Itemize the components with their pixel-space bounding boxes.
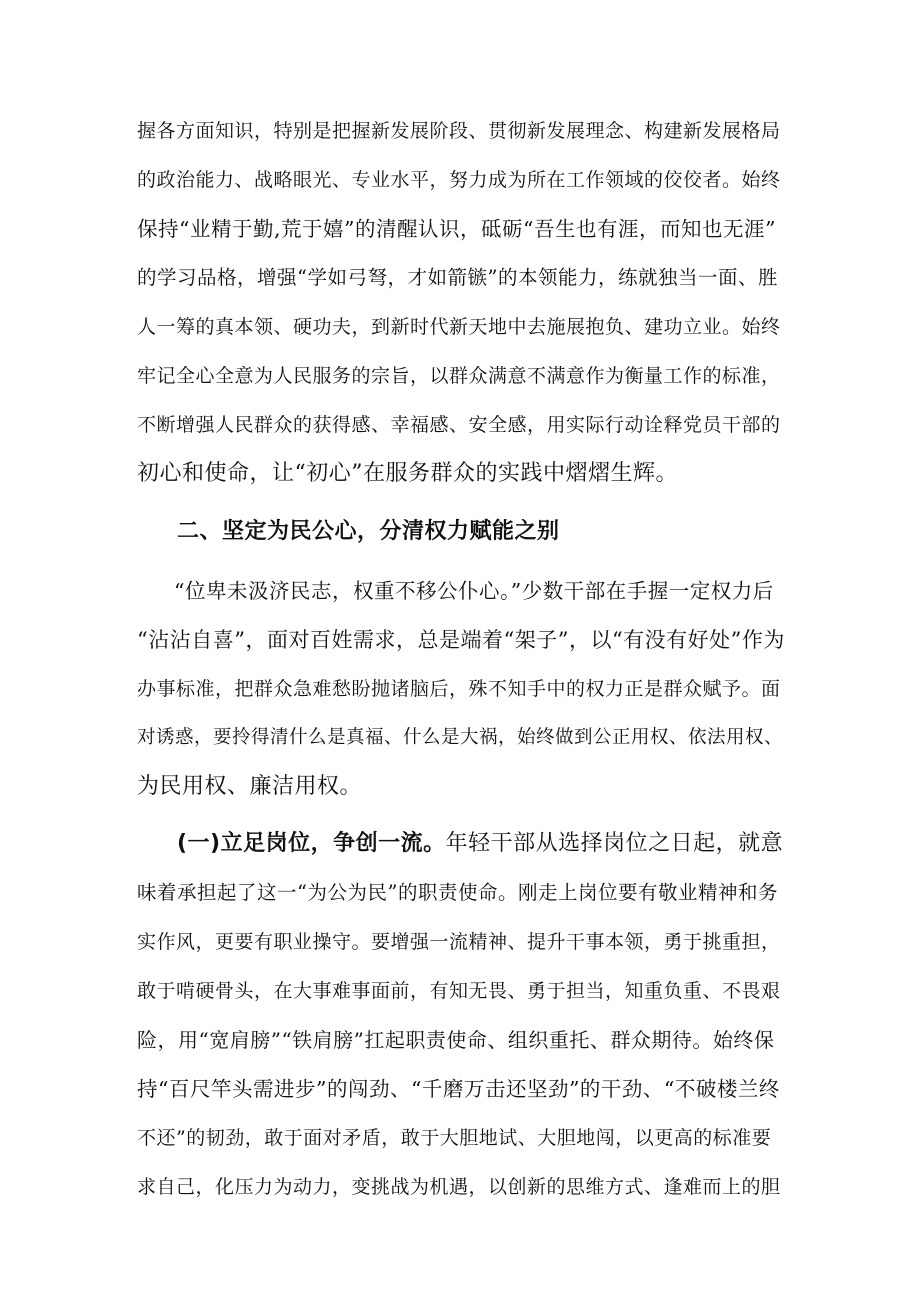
paragraph-line: 牢记全心全意为人民服务的宗旨，以群众满意不满意作为衡量工作的标准， xyxy=(137,365,781,387)
paragraph-line: 保持“业精于勤,荒于嬉”的清醒认识，砥砺“吾生也有涯，而知也无涯” xyxy=(137,217,776,241)
paragraph-line: 初心和使命，让“初心”在服务群众的实践中熠熠生辉。 xyxy=(137,461,678,486)
paragraph-line: 人一筹的真本领、硬功夫，到新时代新天地中去施展抱负、建功立业。始终 xyxy=(137,316,781,338)
paragraph-line: 实作风，更要有职业操守。要增强一流精神、提升干事本领，勇于挑重担， xyxy=(137,931,781,953)
section-heading: 二、坚定为民公心，分清权力赋能之别 xyxy=(177,519,560,544)
paragraph-line: 味着承担起了这一“为公为民”的职责使命。刚走上岗位要有敬业精神和务 xyxy=(137,881,778,904)
paragraph-line: 求自己，化压力为动力，变挑战为机遇，以创新的思维方式、逢难而上的胆 xyxy=(137,1176,781,1198)
paragraph-line: 为民用权、廉洁用权。 xyxy=(137,774,363,799)
paragraph-line: 敢于啃硬骨头，在大事难事面前，有知无畏、勇于担当，知重负重、不畏艰 xyxy=(137,980,781,1002)
paragraph-line: 办事标准，把群众急难愁盼抛诸脑后，殊不知手中的权力正是群众赋予。面 xyxy=(137,678,781,700)
subsection-first-line xyxy=(177,827,783,861)
paragraph-line: 险，用“宽肩膀”“铁肩膀”扛起职责使命、组织重托、群众期待。始终保 xyxy=(137,1028,775,1052)
paragraph-line: 握各方面知识，特别是把握新发展阶段、贯彻新发展理念、构建新发展格局 xyxy=(137,120,781,142)
subsection-title: (一)立足岗位，争创一流。 xyxy=(177,831,446,856)
subsection-text: 年轻干部从选择岗位之日起，就意 xyxy=(445,831,784,856)
paragraph-line: “沾沾自喜”，面对百姓需求，总是端着“架子”，以“有没有好处”作为 xyxy=(137,628,785,652)
paragraph-line: 的政治能力、战略眼光、专业水平，努力成为所在工作领域的佼佼者。始终 xyxy=(137,169,781,191)
paragraph-line: 对诱惑，要拎得清什么是真福、什么是大祸，始终做到公正用权、依法用权、 xyxy=(137,727,784,748)
paragraph-line: 持“百尺竿头需进步”的闯劲、“千磨万击还坚劲”的干劲、“不破楼兰终 xyxy=(137,1077,780,1101)
paragraph-line: 的学习品格，增强“学如弓弩，才如箭镞”的本领能力，练就独当一面、胜 xyxy=(137,266,778,289)
paragraph-line: “位卑未汲济民志，权重不移公仆心。”少数干部在手握一定权力后 xyxy=(174,579,774,603)
paragraph-line: 不断增强人民群众的获得感、幸福感、安全感，用实际行动诠释党员干部的 xyxy=(137,414,781,436)
paragraph-line: 不还”的韧劲，敢于面对矛盾，敢于大胆地试、大胆地闯，以更高的标准要 xyxy=(137,1127,772,1149)
